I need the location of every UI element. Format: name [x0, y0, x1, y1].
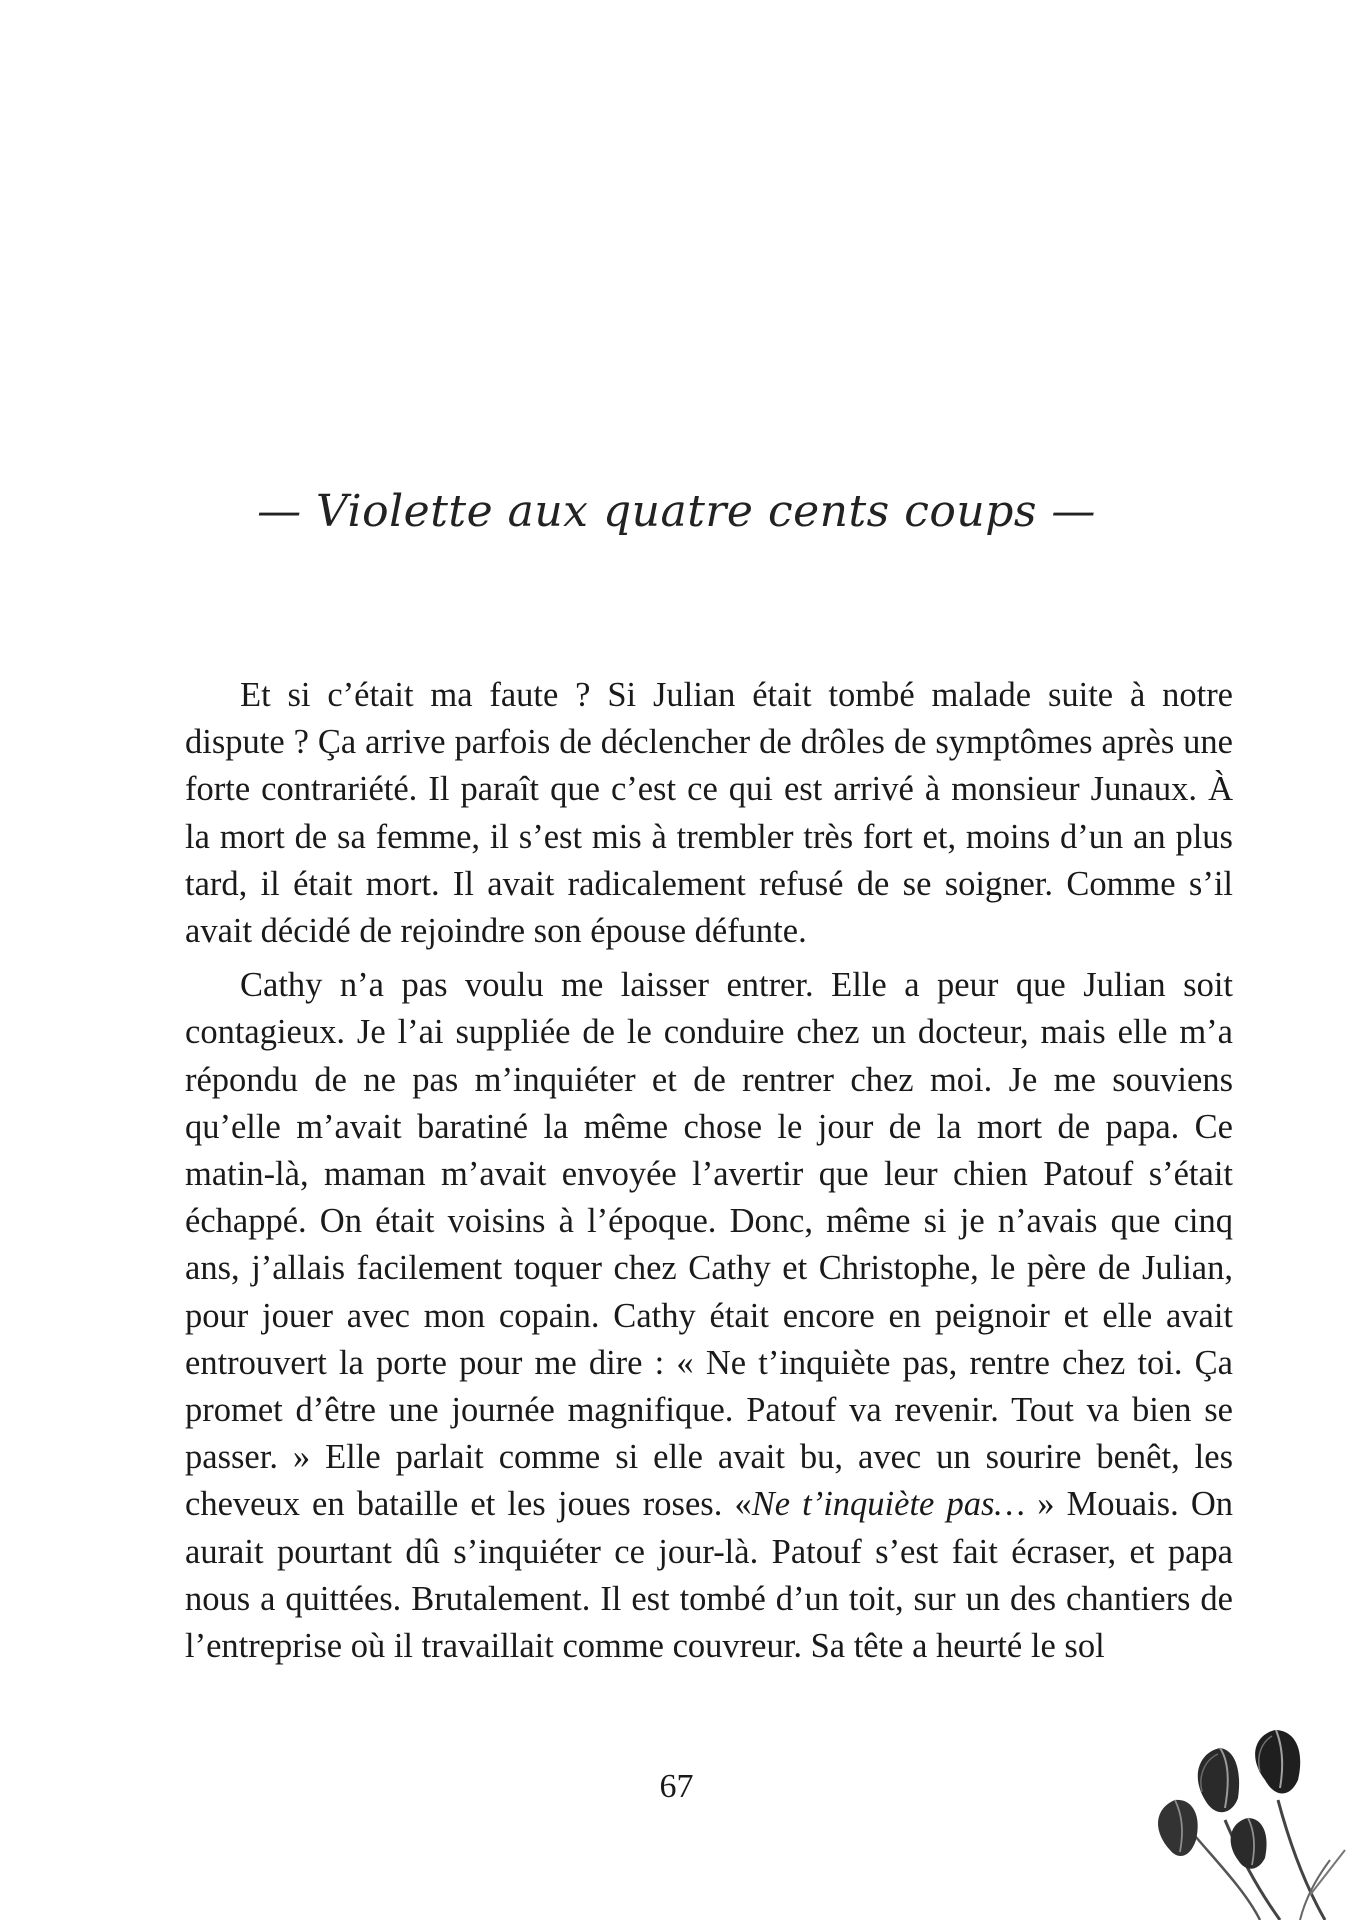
body-text	[185, 672, 1233, 1677]
crocus-flowers-icon	[1130, 1680, 1353, 1920]
paragraph-2-part-1: Cathy n’a pas voulu me laisser entrer. Elle a peur que Julian soit contagieux. Je l’ai suppliée de le conduire chez un docteur, mais elle m’a répondu de ne pas m’inquiéter et de rentrer chez moi. Je me souviens qu’elle m’avait baratiné la même chose le jour de la mort de papa. Ce matin-là, maman m’avait envoyée l’avertir que leur chien Patouf s’était échappé. On était voisins à l’époque. Donc, même si je n’avais que cinq ans, j’allais facilement toquer chez Cathy et Christophe, le père de Julian, pour jouer avec mon copain. Cathy était encore en peignoir et elle avait entrouvert la porte pour me dire : « Ne t’inquiète pas, rentre chez toi. Ça promet d’être une journée magnifique. Patouf va revenir. Tout va bien se passer. » Elle parlait comme si elle avait bu, avec un sourire benêt, les cheveux en bataille et les joues roses. «	[185, 966, 1233, 1524]
chapter-title: — Violette aux quatre cents coups —	[257, 486, 1096, 537]
page-number: 67	[659, 1768, 694, 1805]
paragraph-2	[185, 962, 1233, 1670]
italic-quote: Ne t’inquiète pas…	[751, 1485, 1026, 1524]
paragraph-2-part-2: » Mouais. On aurait pourtant dû s’inquiéter ce jour-là. Patouf s’est fait écraser, et papa nous a quittées. Brutalement. Il est tombé d’un toit, sur un des chantiers de l’entreprise où il travaillait comme couvreur. Sa tête a heurté le sol	[185, 1485, 1233, 1666]
paragraph-1: Et si c’était ma faute ? Si Julian était tombé malade suite à notre dispute ? Ça arrive parfois de déclencher de drôles de symptômes après une forte contrariété. Il paraît que c’est ce qui est arrivé à monsieur Junaux. À la mort de sa femme, il s’est mis à trembler très fort et, moins d’un an plus tard, il était mort. Il avait radicalement refusé de se soigner. Comme s’il avait décidé de rejoindre son épouse défunte.	[185, 676, 1233, 951]
